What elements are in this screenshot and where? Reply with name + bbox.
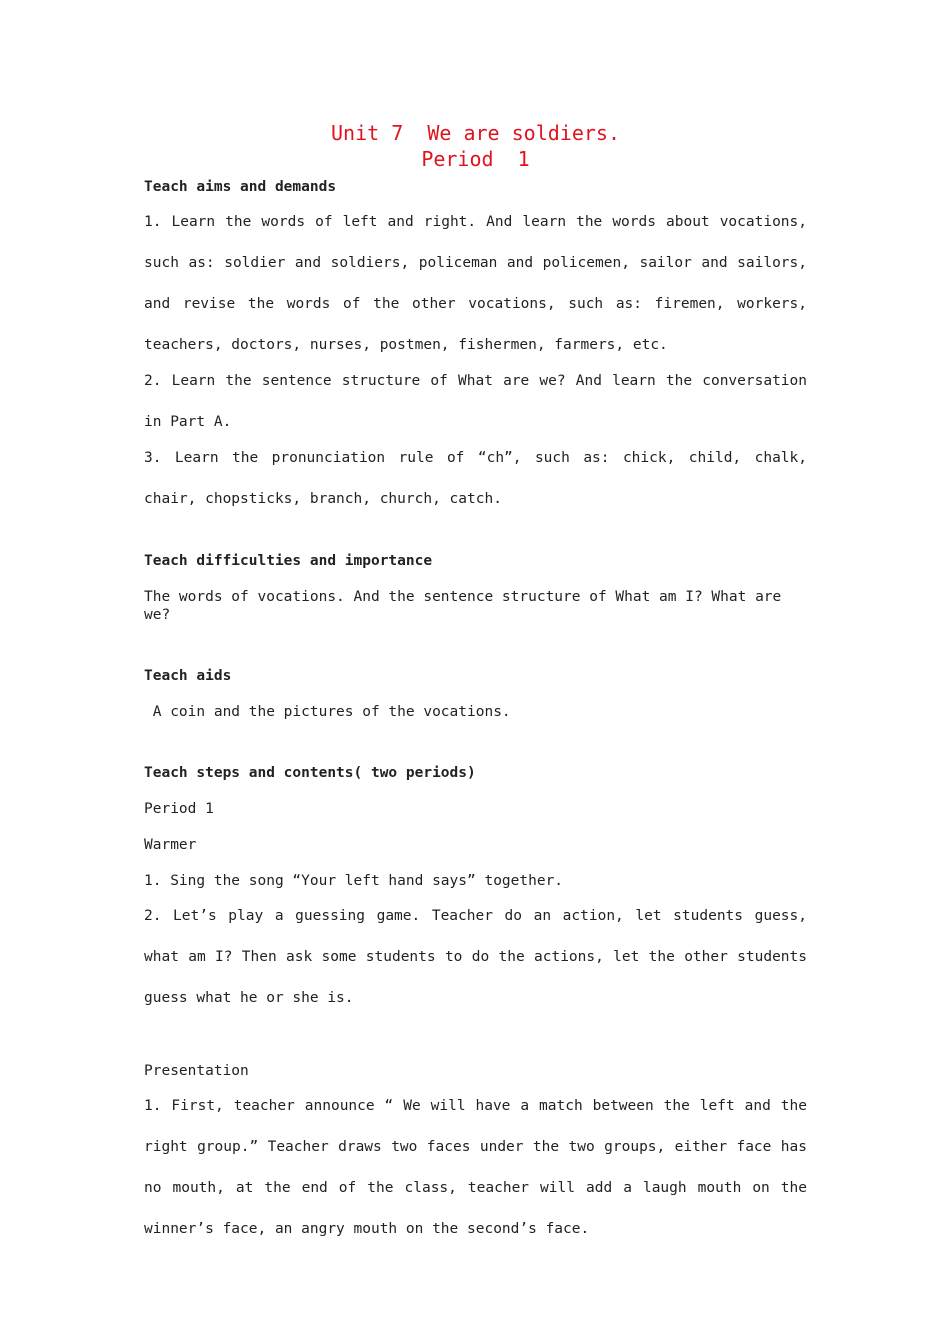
title-line-2: Period 1	[421, 147, 530, 171]
aids-text: A coin and the pictures of the vocations.	[144, 704, 511, 720]
steps-period-label: Period 1	[144, 801, 214, 817]
section-aids	[144, 667, 807, 721]
section-difficulties	[144, 552, 807, 624]
section-heading-steps: Teach steps and contents( two periods)	[144, 765, 476, 781]
section-heading-aids: Teach aids	[144, 668, 232, 684]
section-steps	[144, 764, 807, 1250]
aims-item-2: 2. Learn the sentence structure of What are we? And learn the conversation in Part A.	[144, 373, 807, 430]
section-aims	[144, 178, 807, 520]
aims-item-1: 1. Learn the words of left and right. And learn the words about vocations, such as: soldier and soldiers, policeman and policemen, sailor and sailors, and revise the words of the other vocations, such as: firemen, workers, teachers, doctors, nurses, postmen, fishermen, farmers, etc.	[144, 214, 807, 353]
warmer-item-2: 2. Let’s play a guessing game. Teacher do an action, let students guess, what am I? Then ask some students to do the actions, let the other students guess what he or she is.	[144, 908, 807, 1006]
document-page	[144, 120, 807, 1250]
document-title	[144, 120, 807, 172]
aims-item-3: 3. Learn the pronunciation rule of “ch”, such as: chick, child, chalk, chair, chopsticks, branch, church, catch.	[144, 450, 807, 507]
warmer-item-1: 1. Sing the song “Your left hand says” together.	[144, 873, 564, 889]
presentation-item-1: 1. First, teacher announce “ We will have a match between the left and the right group.” Teacher draws two faces under the two groups, either face has no mouth, at the end of the class, teacher will add a laugh mouth on the winner’s face, an angry mouth on the second’s face.	[144, 1098, 807, 1237]
presentation-label: Presentation	[144, 1063, 249, 1079]
warmer-label: Warmer	[144, 837, 197, 853]
difficulties-text: The words of vocations. And the sentence structure of What am I? What are we?	[144, 589, 782, 623]
title-line-1: Unit 7 We are soldiers.	[331, 121, 620, 145]
section-heading-difficulties: Teach difficulties and importance	[144, 553, 433, 569]
section-heading-aims: Teach aims and demands	[144, 179, 337, 195]
